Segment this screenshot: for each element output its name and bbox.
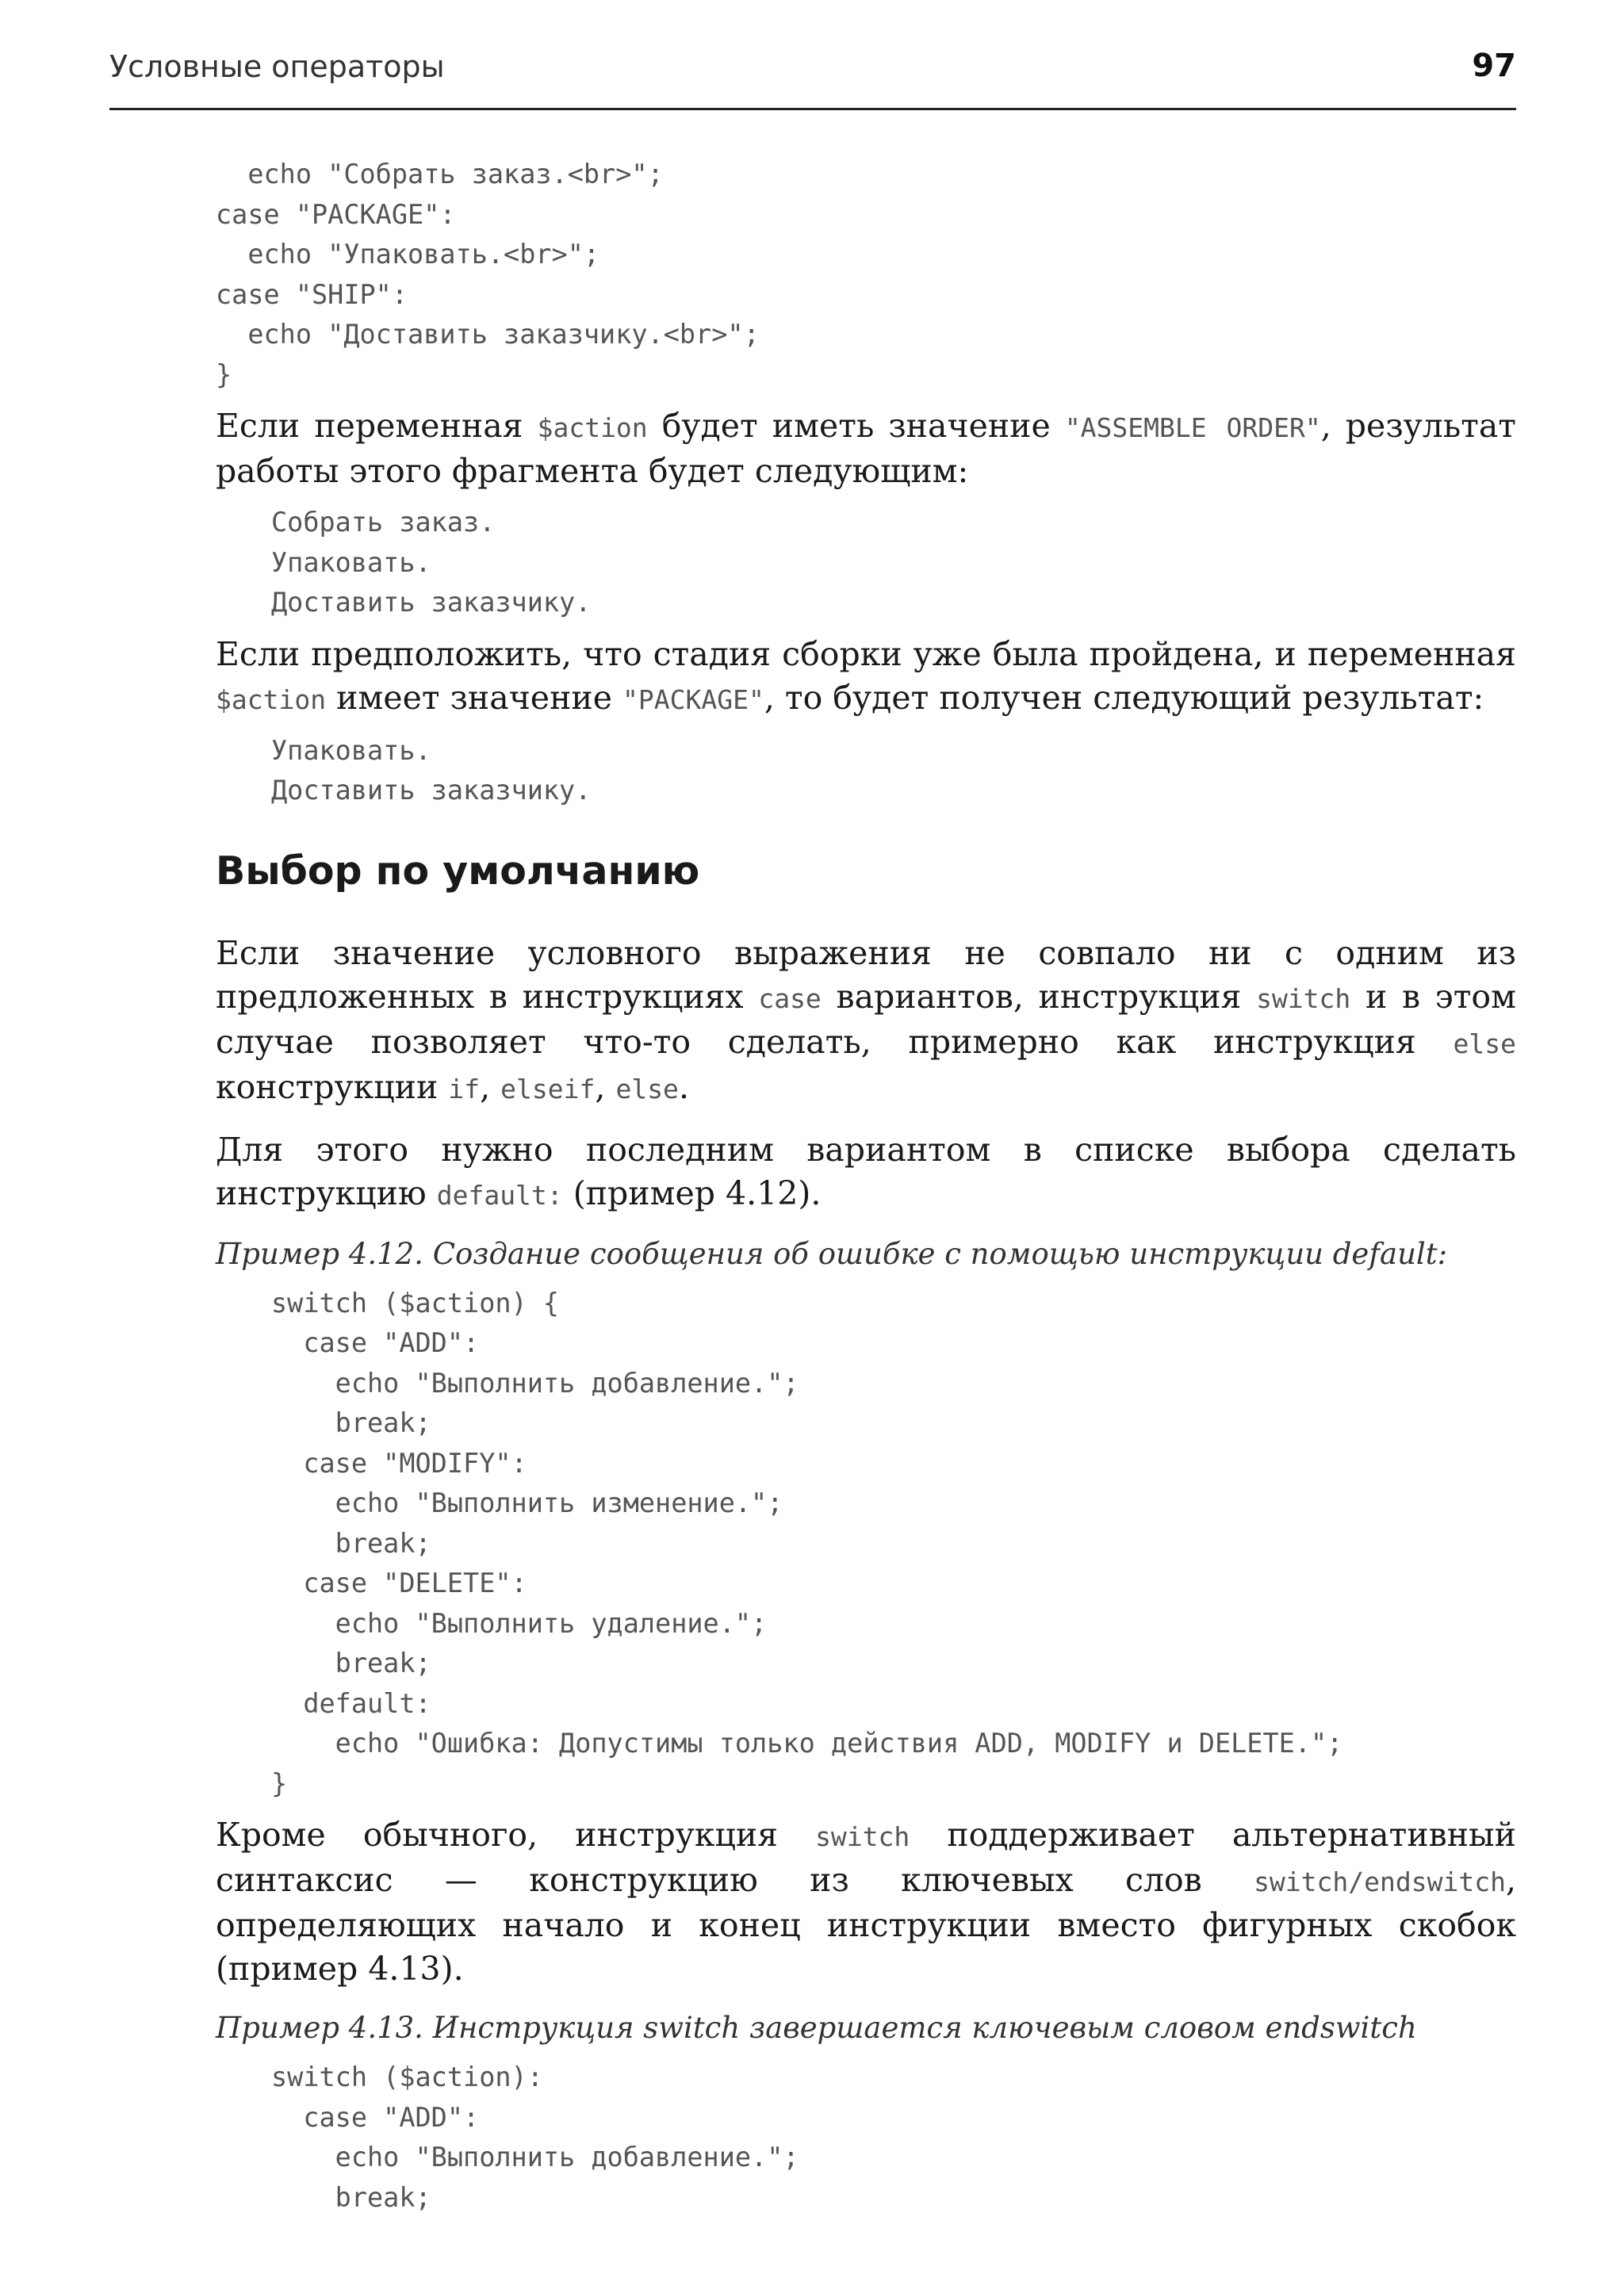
page-header [109,44,1516,110]
code-block-continuation: echo "Собрать заказ.<br>"; case "PACKAGE": echo "Упаковать.<br>"; case "SHIP": echo "Доставить заказчику.<br>"; } [216,159,760,390]
paragraph-default-how: Для этого нужно последним вариантом в списке выбора сделать инструкцию default: (пример 4.12). [216,1130,1516,1212]
paragraph-action-assemble: Если переменная $action будет иметь значение "ASSEMBLE ORDER", результат работы этого фрагмента будет следующим: [216,407,1516,490]
code-example-4-13: switch ($action): case "ADD": echo "Выполнить добавление."; break; [271,2062,799,2213]
example-caption-4-12: Пример 4.12. Создание сообщения об ошибке с помощью инструкции default: [216,1236,1448,1271]
section-heading: Выбор по умолчанию [216,848,700,894]
page-number: 97 [1472,48,1516,84]
output-block-1: Собрать заказ. Упаковать. Доставить заказчику. [271,507,592,618]
example-caption-4-13: Пример 4.13. Инструкция switch завершается ключевым словом endswitch [216,2011,1417,2045]
running-head: Условные операторы [109,49,445,84]
paragraph-default-intro: Если значение условного выражения не совпало ни с одним из предложенных в инструкциях case вариантов, инструкция switch и в этом случае позволяет что-то сделать, примерно как инструкция else конструкции if, elseif, else. [216,933,1516,1106]
code-example-4-12: switch ($action) { case "ADD": echo "Выполнить добавление."; break; case "MODIFY": echo "Выполнить изменение."; break; case "DELETE": echo "Выполнить удаление."; break; default: echo "Ошибка: Допустимы только действия ADD, MODIFY и DELETE."; } [271,1287,1343,1799]
page-body [216,155,1516,2218]
paragraph-alternative-syntax: Кроме обычного, инструкция switch поддерживает альтернативный синтаксис — конструкцию из ключевых слов switch/endswitch, определяющих начало и конец инструкции вместо фигурных скобок (пример 4.13). [216,1816,1517,1988]
output-block-2: Упаковать. Доставить заказчику. [271,734,592,806]
paragraph-action-package: Если предположить, что стадия сборки уже была пройдена, и переменная $action имеет значение "PACKAGE", то будет получен следующий результат: [216,634,1516,717]
